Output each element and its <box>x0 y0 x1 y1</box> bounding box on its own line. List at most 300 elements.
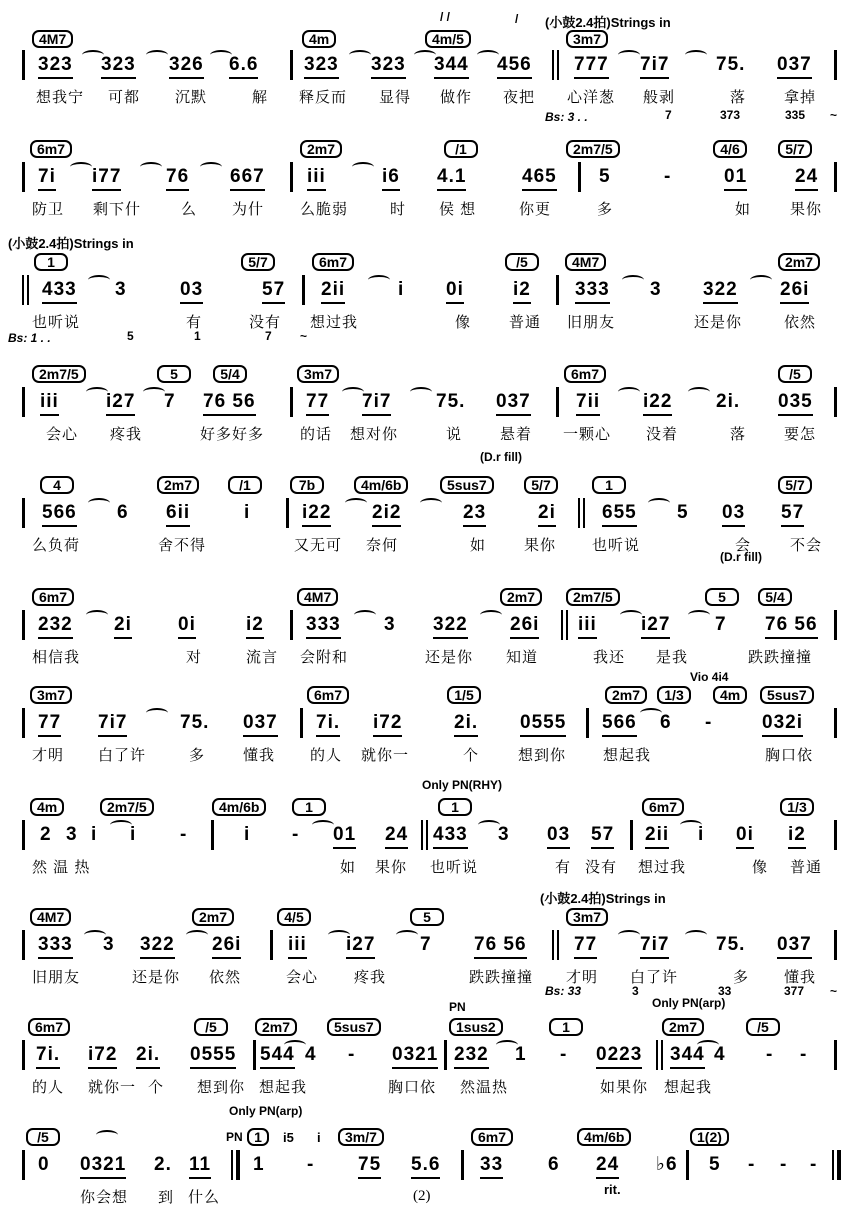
note-group: 26i <box>780 279 809 304</box>
note-group: 544 <box>260 1044 295 1069</box>
lyric: 果你 <box>524 537 557 554</box>
lyric: 如果你 <box>600 1079 649 1096</box>
barline <box>290 610 293 640</box>
note-group: 777 <box>574 54 609 79</box>
lyric: 像 <box>455 314 472 331</box>
lyric: 什么 <box>188 1189 221 1206</box>
note-group: 11 <box>189 1154 211 1179</box>
chord-box: 4/6 <box>713 140 747 158</box>
note-group: ♭6 <box>656 1154 678 1175</box>
staff-line-5 <box>0 448 853 566</box>
note-group: iii <box>578 614 597 639</box>
note-group: 344 <box>670 1044 705 1069</box>
tie <box>352 162 374 172</box>
tie <box>88 275 110 285</box>
lyric: 想过我 <box>638 859 687 876</box>
tie <box>477 50 499 60</box>
note-group: 7i7 <box>640 54 669 79</box>
note-group: 77 <box>574 934 597 959</box>
lyric: 旧朋友 <box>567 314 616 331</box>
chord-box: 4M7 <box>30 908 71 926</box>
header-annotation: (小鼓2.4拍)Strings in <box>540 891 666 906</box>
note-group: i <box>244 824 251 845</box>
note-group: 0i <box>736 824 754 849</box>
lyric: 白了许 <box>98 747 147 764</box>
chord-box: 4m/6b <box>577 1128 631 1146</box>
note-group: 566 <box>42 502 77 527</box>
chord-box: 5sus7 <box>440 476 494 494</box>
staff-line-9 <box>0 880 853 998</box>
lyric: 夜把 <box>503 89 536 106</box>
note-group: 7i <box>38 166 56 191</box>
tie <box>140 162 162 172</box>
note-group: 344 <box>434 54 469 79</box>
note-group: 2ii <box>645 824 669 849</box>
barline <box>270 930 273 960</box>
lyric: 的人 <box>310 747 343 764</box>
note-group: 1 <box>515 1044 527 1065</box>
staff-line-8 <box>0 770 853 888</box>
chord-box: 2m7/5 <box>566 140 620 158</box>
lyric: 到 <box>158 1189 175 1206</box>
staff-line-4 <box>0 337 853 455</box>
note-group: 032i <box>762 712 803 737</box>
chord-box: 5 <box>705 588 739 606</box>
barline <box>302 275 305 305</box>
note-group: 5 <box>709 1154 721 1175</box>
barline <box>22 708 25 738</box>
lyric: 剩下什 <box>93 201 142 218</box>
bass-mark: 7 <box>665 108 672 122</box>
lyric: 我还 <box>593 649 626 666</box>
barline <box>22 387 25 417</box>
chord-box: 4m <box>713 686 747 704</box>
tie <box>396 930 418 940</box>
chord-box: 5sus7 <box>327 1018 381 1036</box>
lyric: 舍不得 <box>158 537 207 554</box>
bass-mark: 7 <box>265 329 272 343</box>
chord-box: 6m7 <box>312 253 354 271</box>
note-group: 2ii <box>321 279 345 304</box>
chord-box: 5sus7 <box>760 686 814 704</box>
note-group: 433 <box>42 279 77 304</box>
barline <box>578 162 581 192</box>
staff-line-10 <box>0 990 853 1108</box>
note-group: i27 <box>346 934 375 959</box>
note-group: i <box>398 279 405 300</box>
tie <box>420 498 442 508</box>
barline <box>211 820 214 850</box>
note-group: 0321 <box>392 1044 438 1069</box>
tie <box>354 610 376 620</box>
lyric: 防卫 <box>32 201 65 218</box>
repeat-barline <box>561 610 563 640</box>
chord-box: /5 <box>26 1128 60 1146</box>
chord-box: 5/4 <box>758 588 792 606</box>
lyric: 胸口依 <box>388 1079 437 1096</box>
tie <box>143 387 165 397</box>
chord-box: 1 <box>549 1018 583 1036</box>
note-group: 57 <box>781 502 804 527</box>
chord-box: 3m7 <box>566 908 608 926</box>
note-group: 7 <box>715 614 727 635</box>
chord-box: 5 <box>157 365 191 383</box>
chord-box: 2m7 <box>500 588 542 606</box>
lyric: 果你 <box>375 859 408 876</box>
tie <box>70 162 92 172</box>
barline <box>686 1150 689 1180</box>
chord-box: 6m7 <box>30 140 72 158</box>
note-group: 2. <box>154 1154 172 1175</box>
chord-box: 4 <box>40 476 74 494</box>
chord-box: 2m7 <box>605 686 647 704</box>
barline <box>556 275 559 305</box>
note-group: 6 <box>548 1154 560 1175</box>
note-group: iii <box>40 391 59 416</box>
tie <box>146 708 168 718</box>
note-group: i <box>91 824 98 845</box>
note-group: 323 <box>304 54 339 79</box>
note-group: 0223 <box>596 1044 642 1069</box>
barline <box>444 1040 447 1070</box>
chord-box: 6m7 <box>307 686 349 704</box>
note-group: 77 <box>306 391 329 416</box>
tie <box>328 930 350 940</box>
chord-box: 1/5 <box>447 686 481 704</box>
note-group: 0555 <box>190 1044 236 1069</box>
chord-box: /5 <box>778 365 812 383</box>
lyric: 多 <box>597 201 614 218</box>
barline <box>22 930 25 960</box>
note-group: - <box>292 824 300 845</box>
note-group: 323 <box>101 54 136 79</box>
barline <box>630 820 633 850</box>
note-group: 03 <box>722 502 745 527</box>
tie <box>640 708 662 718</box>
note-group: 0i <box>178 614 196 639</box>
tie <box>618 387 640 397</box>
chord-box: 1 <box>592 476 626 494</box>
lyric: 显得 <box>379 89 412 106</box>
chord-box: /5 <box>505 253 539 271</box>
chord-box: 4m <box>302 30 336 48</box>
note-group: 26i <box>510 614 539 639</box>
chord-box: 5/7 <box>778 476 812 494</box>
note-group: 76 56 <box>765 614 818 639</box>
chord-box: 3m7 <box>566 30 608 48</box>
note-group: 75 <box>358 1154 381 1179</box>
double-barline <box>552 50 554 80</box>
note-group: 4 <box>305 1044 317 1065</box>
note-group: 456 <box>497 54 532 79</box>
barline <box>286 498 289 528</box>
note-group: i22 <box>643 391 672 416</box>
note-group: 7i7 <box>98 712 127 737</box>
barline <box>22 610 25 640</box>
header-annotation: Only PN(arp) <box>229 1104 303 1118</box>
lyric: 没有 <box>585 859 618 876</box>
note-group: 037 <box>777 54 812 79</box>
tie <box>86 610 108 620</box>
slash-mark: / <box>515 12 519 26</box>
chord-box: 5/4 <box>213 365 247 383</box>
lyric: 又无可 <box>294 537 343 554</box>
note-group: 0 <box>38 1154 50 1175</box>
tie <box>618 930 640 940</box>
note-group: 0321 <box>80 1154 126 1179</box>
bass-mark: 33 <box>718 984 732 998</box>
tie <box>648 498 670 508</box>
lyric: 想到你 <box>518 747 567 764</box>
tie <box>84 930 106 940</box>
note-group: 0i <box>446 279 464 304</box>
chord-box: 4m/6b <box>354 476 408 494</box>
lyric: 想起我 <box>259 1079 308 1096</box>
chord-box: 4m <box>30 798 64 816</box>
barline <box>461 1150 464 1180</box>
chord-box: 1 <box>438 798 472 816</box>
chord-box: 5/7 <box>778 140 812 158</box>
bass-mark: 335 <box>785 108 806 122</box>
chord-box: 4/5 <box>277 908 311 926</box>
note-group: 323 <box>371 54 406 79</box>
chord-box: 6m7 <box>28 1018 70 1036</box>
barline <box>834 610 837 640</box>
note-group: 75. <box>716 934 746 955</box>
note-group: - <box>664 166 672 187</box>
note-group: 7 <box>164 391 176 412</box>
chord-box: 1(2) <box>690 1128 729 1146</box>
header-annotation: (小鼓2.4拍)Strings in <box>545 15 671 30</box>
lyric: 释反而 <box>299 89 348 106</box>
lyric: 普通 <box>790 859 823 876</box>
tie <box>618 50 640 60</box>
lyric: 么负荷 <box>32 537 81 554</box>
chord-box: 7b <box>290 476 324 494</box>
tie <box>688 387 710 397</box>
note-group: 232 <box>454 1044 489 1069</box>
note-group: i72 <box>373 712 402 737</box>
tie <box>368 275 390 285</box>
chord-box: 6m7 <box>471 1128 513 1146</box>
tie <box>349 50 371 60</box>
note-group: 7ii <box>576 391 600 416</box>
chord-box: 4M7 <box>565 253 606 271</box>
note-group: 3 <box>115 279 127 300</box>
lyric: 如 <box>340 859 357 876</box>
lyric: 落 <box>730 89 747 106</box>
lyric: 没着 <box>646 426 679 443</box>
lyric: 想我宁 <box>36 89 85 106</box>
note-group: 333 <box>38 934 73 959</box>
note-group: 5 <box>599 166 611 187</box>
staff-line-3 <box>0 225 853 343</box>
barline <box>22 50 25 80</box>
note-group: i6 <box>382 166 400 191</box>
note-group: 1 <box>253 1154 265 1175</box>
lyric: 白了许 <box>630 969 679 986</box>
lyric: 懂我 <box>243 747 276 764</box>
note-group: i77 <box>92 166 121 191</box>
note-group: 57 <box>591 824 614 849</box>
lyric: 心洋葱 <box>567 89 616 106</box>
barline <box>834 1040 837 1070</box>
note-group: 03 <box>180 279 203 304</box>
header-annotation: Only PN(arp) <box>652 996 726 1010</box>
lyric: 对 <box>186 649 203 666</box>
header-annotation: (D.r fill) <box>480 450 522 464</box>
tie <box>82 50 104 60</box>
note-group: - <box>748 1154 756 1175</box>
note-group: 75. <box>180 712 210 733</box>
note-group: 2 <box>40 824 52 845</box>
lyric: 还是你 <box>132 969 181 986</box>
note-group: 667 <box>230 166 265 191</box>
note-group: i <box>130 824 137 845</box>
tie <box>750 275 772 285</box>
chord-box: 1/3 <box>780 798 814 816</box>
lyric: 也听说 <box>430 859 479 876</box>
lyric: 旧朋友 <box>32 969 81 986</box>
staff-line-7 <box>0 658 853 776</box>
bass-mark: 1 <box>194 329 201 343</box>
note-group: i2 <box>246 614 264 639</box>
note-group: 01 <box>724 166 747 191</box>
note-group: 037 <box>777 934 812 959</box>
lyric: 你更 <box>519 201 552 218</box>
lyric: 说 <box>446 426 463 443</box>
rit-mark: rit. <box>604 1182 621 1197</box>
note-group: i <box>698 824 705 845</box>
note-group: 7 <box>420 934 432 955</box>
lyric: 疼我 <box>110 426 143 443</box>
barline <box>22 1040 25 1070</box>
chord-box: 5/7 <box>524 476 558 494</box>
header-annotation: Only PN(RHY) <box>422 778 503 792</box>
tie <box>688 610 710 620</box>
lyric: 就你一 <box>88 1079 137 1096</box>
tie <box>312 820 334 830</box>
note-group: 7i. <box>36 1044 60 1069</box>
lyric: 有 <box>186 314 203 331</box>
lyric: 如 <box>735 201 752 218</box>
lyric: 想对你 <box>350 426 399 443</box>
note-group: 03 <box>547 824 570 849</box>
lyric: 么 <box>181 201 198 218</box>
tie <box>478 820 500 830</box>
tie <box>414 50 436 60</box>
note-group: i22 <box>302 502 331 527</box>
note-group: 26i <box>212 934 241 959</box>
lyric: 还是你 <box>425 649 474 666</box>
chord-box: 1sus2 <box>449 1018 503 1036</box>
tie <box>620 610 642 620</box>
bass-mark: ~ <box>830 108 838 122</box>
lyric: 沉默 <box>175 89 208 106</box>
tie <box>480 610 502 620</box>
lyric: 相信我 <box>32 649 81 666</box>
note-group: 76 <box>166 166 189 191</box>
vio-annotation: Vio 4i4 <box>690 670 729 684</box>
lyric: 好多好多 <box>200 426 265 443</box>
chord-box: 3m7 <box>297 365 339 383</box>
lyric: 没有 <box>249 314 282 331</box>
lyric: 解 <box>252 89 269 106</box>
barline <box>556 387 559 417</box>
bass-mark: 3 <box>632 984 639 998</box>
lyric: 拿掉 <box>784 89 817 106</box>
note-group: i27 <box>106 391 135 416</box>
tie <box>146 50 168 60</box>
note-group: 3 <box>498 824 510 845</box>
note-group: 3 <box>103 934 115 955</box>
tie <box>88 498 110 508</box>
note-group: 6 <box>660 712 672 733</box>
lyric: 会心 <box>286 969 319 986</box>
final-barline <box>832 1150 834 1180</box>
tie <box>110 820 132 830</box>
note-group: i2 <box>788 824 806 849</box>
tie <box>680 820 702 830</box>
lyric: 做作 <box>440 89 473 106</box>
lyric: 懂我 <box>784 969 817 986</box>
barline <box>290 387 293 417</box>
barline <box>586 708 589 738</box>
bass-mark: ~ <box>830 984 838 998</box>
lyric: 也听说 <box>32 314 81 331</box>
barline <box>22 162 25 192</box>
lyric: 想起我 <box>603 747 652 764</box>
note-group: 037 <box>243 712 278 737</box>
chord-box: 2m7 <box>778 253 820 271</box>
chord-box: 1 <box>247 1128 269 1146</box>
lyric: 也听说 <box>592 537 641 554</box>
lyric: 为什 <box>232 201 265 218</box>
barline <box>300 708 303 738</box>
lyric: 会附和 <box>300 649 349 666</box>
tie <box>96 1130 118 1140</box>
lyric: 的话 <box>300 426 333 443</box>
bass-annotation: Bs: 3 . . <box>545 110 588 124</box>
chord-box: 2m7 <box>662 1018 704 1036</box>
chord-box: 4M7 <box>32 30 73 48</box>
note-group: 01 <box>333 824 356 849</box>
lyric: 胸口依 <box>765 747 814 764</box>
note-group: 33 <box>480 1154 503 1179</box>
note-group: 57 <box>262 279 285 304</box>
barline <box>290 50 293 80</box>
note-group: 24 <box>385 824 408 849</box>
chord-box: 1 <box>34 253 68 271</box>
chord-box: /5 <box>746 1018 780 1036</box>
lyric: 才明 <box>32 747 65 764</box>
barline <box>834 162 837 192</box>
chord-box: /1 <box>228 476 262 494</box>
note-group: - <box>810 1154 818 1175</box>
lyric: 依然 <box>784 314 817 331</box>
note-group: 566 <box>602 712 637 737</box>
note-group: i72 <box>88 1044 117 1069</box>
note-group: 75. <box>436 391 466 412</box>
lyric: 不会 <box>790 537 823 554</box>
tie <box>685 930 707 940</box>
barline <box>834 820 837 850</box>
note-group: 323 <box>38 54 73 79</box>
note-group: 7i7 <box>362 391 391 416</box>
chord-box: 2m7/5 <box>566 588 620 606</box>
note-group: 037 <box>496 391 531 416</box>
tie <box>210 50 232 60</box>
